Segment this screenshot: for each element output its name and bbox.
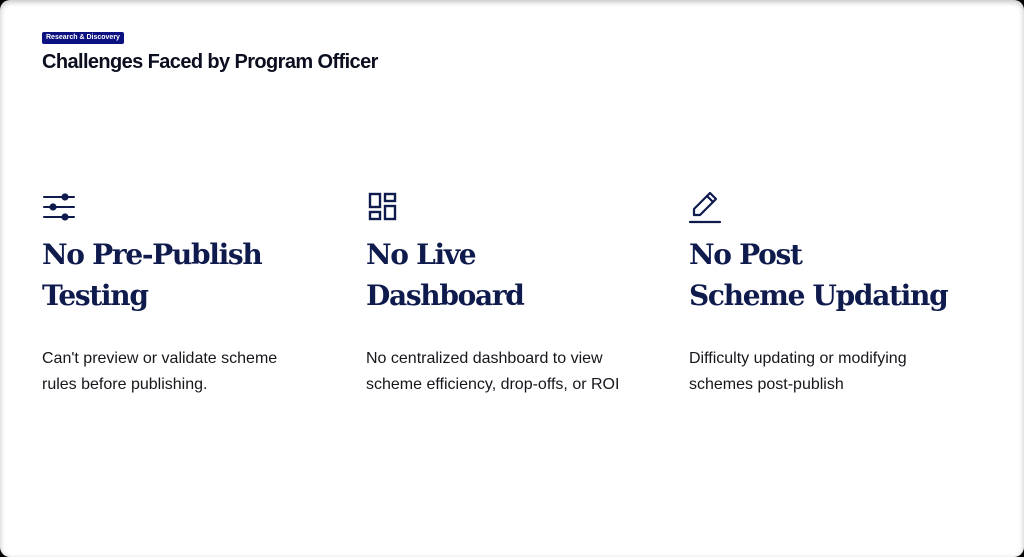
card-description-line: scheme efficiency, drop-offs, or ROI xyxy=(366,376,620,393)
dashboard-icon xyxy=(366,190,400,224)
card-description-line: rules before publishing. xyxy=(42,376,208,393)
card-description-line: Difficulty updating or modifying xyxy=(689,350,907,367)
card-heading-line: No Pre-Publish xyxy=(42,238,262,271)
card-description-line: Can't preview or validate scheme xyxy=(42,350,278,367)
card-heading xyxy=(366,234,666,316)
card-description xyxy=(366,346,666,398)
card-description-line: schemes post-publish xyxy=(689,376,844,393)
card-heading-line: Scheme Updating xyxy=(689,279,948,312)
challenge-card-live-dashboard xyxy=(366,190,666,398)
challenge-card-post-scheme-updating xyxy=(689,190,989,398)
card-heading-line: No Post xyxy=(689,238,802,271)
card-heading xyxy=(42,234,342,316)
sliders-icon xyxy=(42,190,76,224)
card-description xyxy=(689,346,989,398)
card-heading-line: Dashboard xyxy=(366,279,524,312)
card-description-line: No centralized dashboard to view xyxy=(366,350,603,367)
card-description xyxy=(42,346,342,398)
section-badge: Research & Discovery xyxy=(42,32,124,44)
card-heading-line: No Live xyxy=(366,238,476,271)
card-heading-line: Testing xyxy=(42,279,148,312)
page-title: Challenges Faced by Program Officer xyxy=(42,51,378,73)
card-heading xyxy=(689,234,989,316)
challenge-card-pre-publish-testing xyxy=(42,190,342,398)
pencil-edit-icon xyxy=(689,190,723,224)
